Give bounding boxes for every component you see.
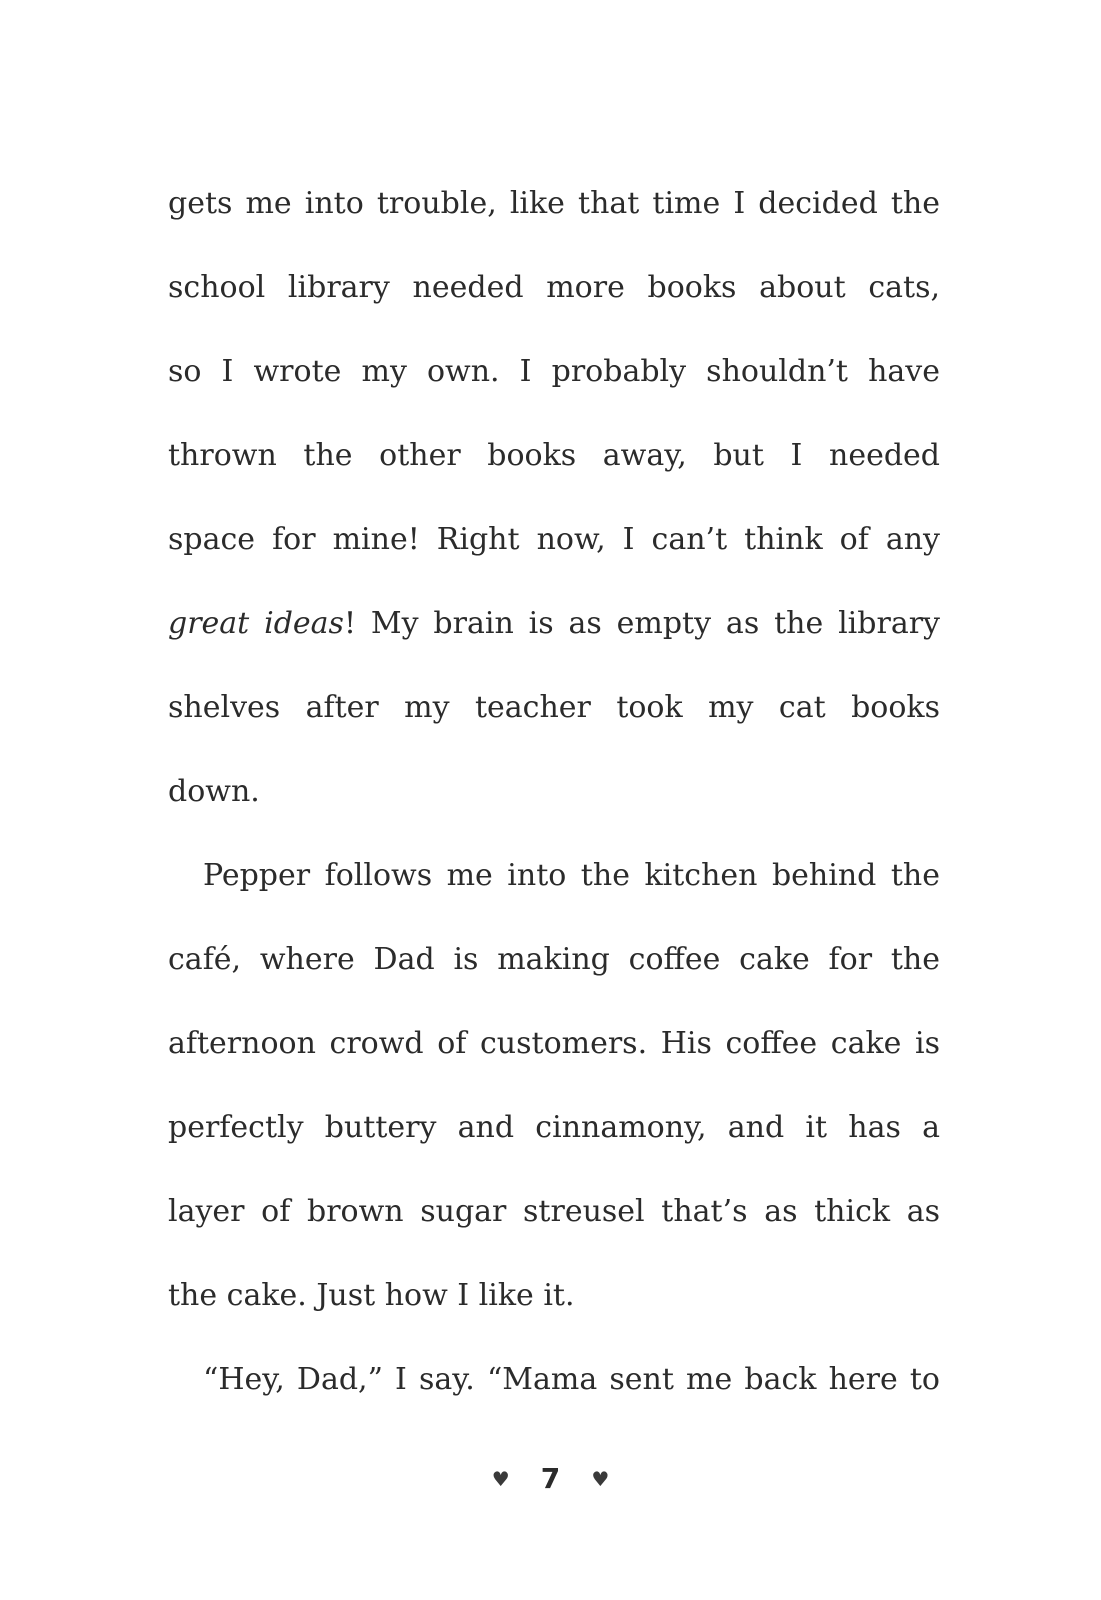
- text-line-9: Pepper follows me into the kitchen behind the: [203, 858, 940, 893]
- text-line-6: [168, 582, 940, 666]
- text-line-11: afternoon crowd of customers. His coffee cake is: [168, 1026, 940, 1061]
- text-line-1: gets me into trouble, like that time I decided the: [168, 186, 940, 221]
- page-footer: [0, 1462, 1101, 1495]
- heart-icon: ♥: [591, 1466, 610, 1491]
- body-text: [168, 162, 940, 1422]
- text-line-10: café, where Dad is making coffee cake for the: [168, 942, 940, 977]
- text-line-15: “Hey, Dad,” I say. “Mama sent me back here to: [203, 1362, 940, 1397]
- text-line-6-rest: ! My brain is as empty as the library: [343, 606, 940, 641]
- text-line-7: shelves after my teacher took my cat books: [168, 690, 940, 725]
- text-line-3: so I wrote my own. I probably shouldn’t have: [168, 354, 940, 389]
- text-line-8: down.: [168, 774, 260, 809]
- italic-phrase: great ideas: [168, 606, 344, 641]
- page-number: 7: [540, 1462, 561, 1495]
- text-line-4: thrown the other books away, but I needed: [168, 438, 940, 473]
- text-line-5: space for mine! Right now, I can’t think of any: [168, 522, 940, 557]
- text-line-12: perfectly buttery and cinnamony, and it has a: [168, 1110, 940, 1145]
- heart-icon: ♥: [491, 1466, 510, 1491]
- text-line-2: school library needed more books about cats,: [168, 270, 940, 305]
- text-line-14: the cake. Just how I like it.: [168, 1278, 575, 1313]
- text-line-13: layer of brown sugar streusel that’s as thick as: [168, 1194, 940, 1229]
